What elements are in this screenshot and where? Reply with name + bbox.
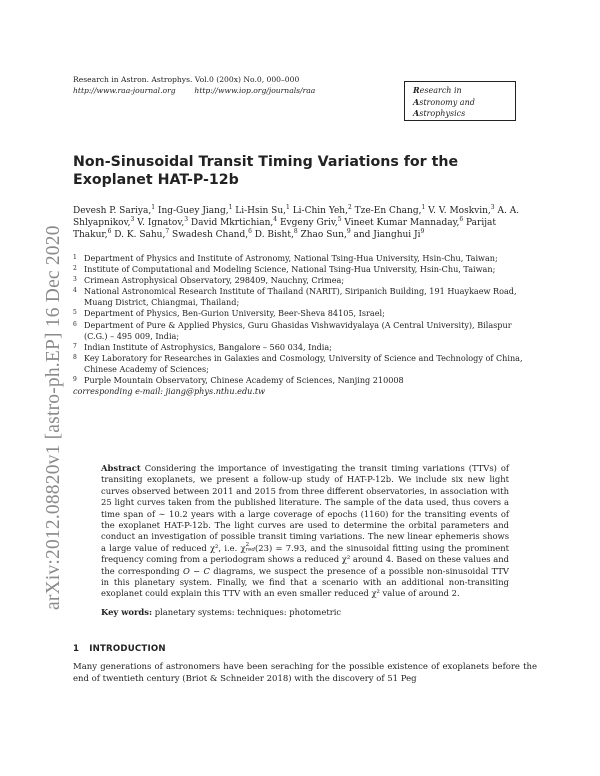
- section-title: INTRODUCTION: [89, 644, 166, 654]
- keywords-label: Key words:: [101, 607, 153, 617]
- author-name: V. Ignatov,: [134, 218, 185, 229]
- keywords: [101, 607, 509, 618]
- author-affiliation-mark: 1: [286, 204, 290, 211]
- body-paragraph: Many generations of astronomers have been seraching for the possible existence of exoplanets before the end of twentieth century (Briot & Schneider 2018) with the discovery of 51 Peg: [73, 662, 537, 684]
- author-name: A. A. Shlyapnikov,: [73, 206, 520, 229]
- author-affiliation-mark: 3: [490, 204, 495, 211]
- affiliation-number: 4: [73, 287, 77, 295]
- keywords-text: planetary systems: techniques: photometric: [152, 607, 342, 617]
- affiliation-item: [73, 375, 535, 386]
- author-affiliation-mark: 1: [151, 204, 156, 211]
- affiliation-text: Indian Institute of Astrophysics, Bangalore – 560 034, India;: [84, 341, 332, 352]
- author-affiliation-mark: 2: [347, 204, 352, 211]
- affiliation-number: 3: [73, 276, 77, 284]
- author-name: David Mkrtichian,: [188, 218, 274, 229]
- oc-symbol: O − C: [182, 565, 210, 576]
- author-name: Li-Chin Yeh,: [289, 206, 348, 216]
- abstract-text-2: (23) = 7.93, and the sinusoidal fitting using the prominent frequency coming from a periodogram shows a reduced χ² around 4. Based on these values and the corresponding: [101, 542, 509, 576]
- author-affiliation-mark: 6: [107, 228, 112, 236]
- author-affiliation-mark: 1: [228, 204, 233, 211]
- affiliation-text: Institute of Computational and Modeling Science, National Tsing-Hua University, Hsin-Chu, Taiwan;: [84, 264, 496, 275]
- affiliation-text: Department of Pure & Applied Physics, Guru Ghasidas Vishwavidyalaya (A Central University), Bilaspur (C.G.) – 495 009, India;: [84, 319, 512, 341]
- affiliation-item: [73, 253, 535, 264]
- affiliation-number: 9: [73, 376, 77, 384]
- paper-title: [73, 153, 473, 189]
- author-name: Zhao Sun,: [297, 230, 347, 241]
- abstract-text-1: Considering the importance of investigating the transit timing variations (TTVs) of transiting exoplanets, we present a follow-up study of HAT-P-12b. We include six new light curves observed between 2011 and 2015 from three different observatories, in association with 25 light curves taken from the published literature. The sample of the data used, thus covers a time span of ∼ 10.2 years with a large coverage of epochs (1160) for the transiting events of the exoplanet HAT-P-12b. The light curves are used to determine the orbital parameters and conduct an investigation of possible transit timing variations. The new linear ephemeris shows a large value of reduced χ², i.e.: [101, 463, 509, 553]
- journal-header: [73, 74, 315, 96]
- affiliation-item: [73, 320, 535, 342]
- affiliation-list: [73, 253, 535, 397]
- affiliation-number: 6: [73, 320, 77, 328]
- author-affiliation-mark: 9: [346, 228, 351, 236]
- author-name: Evgeny Griv,: [277, 218, 338, 229]
- author-affiliation-mark: 3: [130, 216, 135, 224]
- author-name: Ing-Guey Jiang,: [155, 206, 229, 216]
- logo-text-2: stronomy and: [419, 97, 475, 107]
- author-name: and Jianghui Ji: [350, 230, 421, 241]
- affiliation-number: 7: [73, 342, 77, 350]
- journal-logo: [404, 81, 516, 121]
- affiliation-text: Crimean Astrophysical Observatory, 298409, Nauchny, Crimea;: [84, 275, 345, 286]
- author-affiliation-mark: 6: [248, 228, 252, 236]
- abstract-label: Abstract: [101, 463, 141, 473]
- journal-url-iop[interactable]: http://www.iop.org/journals/raa: [194, 86, 316, 95]
- author-affiliation-mark: 1: [421, 204, 426, 211]
- affiliation-item: [73, 286, 535, 308]
- author-name: Tze-En Chang,: [351, 206, 422, 216]
- affiliation-item: [73, 275, 535, 286]
- section-number: 1: [73, 644, 80, 654]
- affiliation-item: [73, 264, 535, 275]
- journal-line: Research in Astron. Astrophys. Vol.0 (200x) No.0, 000–000: [73, 75, 300, 84]
- author-name: Li-Hsin Su,: [232, 206, 287, 216]
- logo-initial-a2: A: [413, 108, 420, 118]
- logo-text-3: strophysics: [419, 109, 466, 118]
- affiliation-text: Department of Physics and Institute of Astronomy, National Tsing-Hua University, Hsin-Chu, Taiwan;: [84, 253, 498, 263]
- affiliation-item: [73, 342, 535, 353]
- corresponding-email: corresponding e-mail: jiang@phys.nthu.edu.tw: [73, 386, 266, 397]
- abstract-text-3: diagrams, we suspect the presence of a possible non-sinusoidal TTV in this planetary system. Finally, we find that a scenario with an additional non-transiting exoplanet could explain this TTV with an even smaller reduced χ² value of around 2.: [101, 565, 509, 599]
- author-name: Swadesh Chand,: [169, 230, 249, 241]
- author-name: V. V. Moskvin,: [425, 206, 491, 216]
- abstract: [101, 463, 509, 600]
- affiliation-item: [73, 353, 535, 375]
- journal-url-raa[interactable]: http://www.raa-journal.org: [73, 86, 176, 95]
- affiliation-text: Purple Mountain Observatory, Chinese Academy of Sciences, Nanjing 210008: [84, 375, 404, 386]
- author-affiliation-mark: 6: [459, 216, 464, 224]
- affiliation-number: 5: [73, 309, 77, 317]
- affiliation-text: National Astronomical Research Institute of Thailand (NARIT), Siripanich Building, 191 Huaykaew Road, Muang District, Chiangmai, Thailand;: [84, 286, 517, 308]
- author-affiliation-mark: 3: [184, 216, 189, 224]
- chi-red-symbol: χ 2 red: [240, 542, 256, 554]
- affiliation-number: 1: [73, 254, 77, 261]
- author-affiliation-mark: 7: [165, 228, 170, 236]
- author-affiliation-mark: 9: [420, 228, 425, 236]
- affiliation-item: [73, 308, 535, 319]
- logo-text-1: esearch in: [419, 86, 462, 95]
- title-line-1: Non-Sinusoidal Transit Timing Variations for the: [73, 154, 459, 170]
- author-affiliation-mark: 5: [337, 216, 342, 224]
- author-name: Vineet Kumar Mannaday,: [341, 218, 460, 229]
- arxiv-stamp-text: arXiv:2012.08820v1 [astro-ph.EP] 16 Dec 2020: [43, 225, 64, 610]
- arxiv-stamp: [19, 130, 64, 610]
- author-list: [73, 205, 533, 242]
- author-affiliation-mark: 8: [293, 228, 298, 236]
- author-name: Devesh P. Sariya,: [73, 206, 152, 216]
- author-name: D. Bisht,: [251, 230, 294, 241]
- title-line-2: Exoplanet HAT-P-12b: [73, 172, 239, 188]
- affiliation-text: Key Laboratory for Researches in Galaxies and Cosmology, University of Science and Technology of China, Chinese Academy of Sciences;: [84, 352, 523, 374]
- logo-initial-r: R: [413, 85, 420, 95]
- affiliation-number: 2: [73, 265, 77, 273]
- section-heading: [73, 644, 166, 654]
- author-name: D. K. Sahu,: [111, 230, 166, 241]
- author-affiliation-mark: 4: [273, 216, 278, 224]
- affiliation-text: Department of Physics, Ben-Gurion University, Beer-Sheva 84105, Israel;: [84, 308, 385, 319]
- author-name: Parijat Thakur,: [73, 218, 497, 241]
- logo-initial-a1: A: [413, 96, 420, 107]
- affiliation-number: 8: [73, 353, 77, 361]
